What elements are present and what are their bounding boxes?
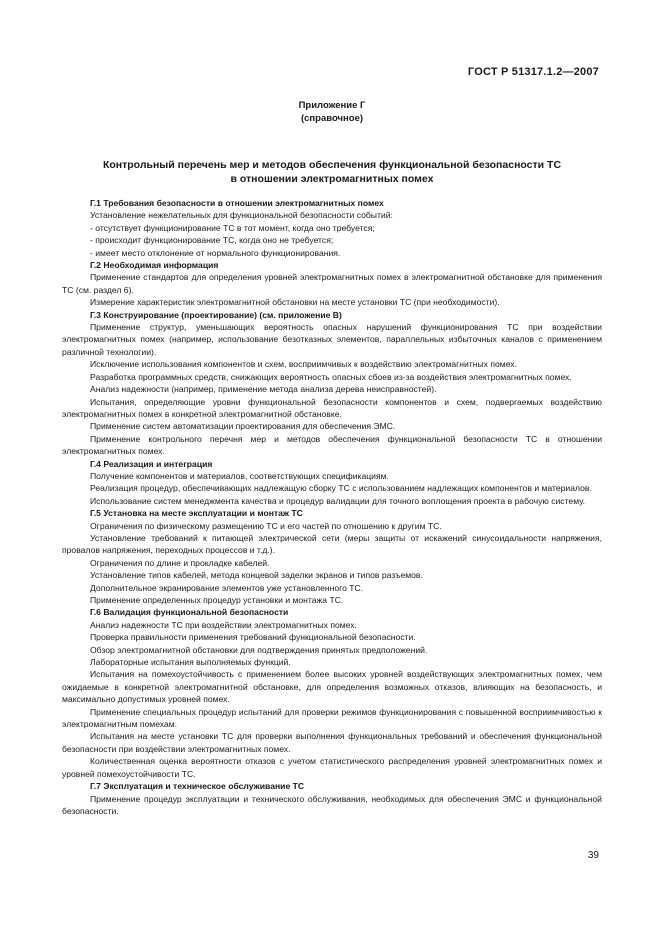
section-paragraph: Обзор электромагнитной обстановки для подтверждения принятых предположений. [90, 644, 428, 655]
section-paragraph: Применение специальных процедур испытаний для проверки режимов функционирования с повышенной восприимчивостью к электромагнитным помехам. [62, 706, 602, 730]
page-title [62, 158, 602, 186]
section-paragraph: - имеет место отклонение от нормального функционирования. [90, 247, 341, 258]
section-paragraph: Испытания на помехоустойчивость с применением более высоких уровней воздействующих электромагнитных помех, чем ожидаемые в конкретной электромагнитной обстановке, для определения возможных отказов, влияющих на безопасность, и максимально допустимых уровней помех. [62, 669, 602, 705]
section-paragraph: - происходит функционирование ТС, когда оно не требуется; [90, 235, 334, 246]
document-body [62, 197, 602, 817]
section-paragraph: Ограничения по физическому размещению ТС и его частей по отношению к другим ТС. [90, 520, 442, 531]
section-paragraph: Получение компонентов и материалов, соответствующих спецификациям. [90, 470, 389, 481]
section-paragraph: Дополнительное экранирование элементов уже установленного ТС. [90, 582, 364, 593]
section-paragraph: Проверка правильности применения требований функциональной безопасности. [90, 632, 416, 643]
section-paragraph: Ограничения по длине и прокладке кабелей. [90, 557, 270, 568]
section-paragraph: Применение определенных процедур установки и монтажа ТС. [90, 595, 344, 605]
section-paragraph: Установление типов кабелей, метода концевой заделки экранов и типов разъемов. [90, 570, 423, 581]
section-paragraph: Применение систем автоматизации проектирования для обеспечения ЭМС. [90, 421, 396, 432]
section-paragraph: Испытания на месте установки ТС для проверки выполнения функциональных требований и обеспечения функциональной безопасности при воздействии электромагнитных помех. [62, 731, 602, 754]
section-paragraph: Количественная оценка вероятности отказов с учетом статистического распределения уровней электромагнитных помех и уровней помехоустойчивости ТС. [62, 756, 602, 779]
section-heading: Г.7 Эксплуатация и техническое обслуживание ТС [90, 781, 305, 792]
section-paragraph: Применение стандартов для определения уровней электромагнитных помех в электромагнитной обстановке для применения ТС (см. раздел 6). [62, 272, 602, 295]
section-paragraph: Лабораторные испытания выполняемых функций. [90, 657, 291, 668]
section-paragraph: Измерение характеристик электромагнитной обстановки на месте установки ТС (при необходимости). [90, 297, 500, 308]
section-paragraph: Разработка программных средств, снижающих вероятность опасных сбоев из-за воздействия электромагнитных помех. [90, 371, 572, 382]
section-paragraph: Исключение использования компонентов и схем, восприимчивых к воздействию электромагнитных помех. [90, 359, 517, 370]
section-heading: Г.1 Требования безопасности в отношении электромагнитных помех [90, 198, 384, 208]
section-heading: Г.6 Валидация функциональной безопасности [90, 607, 289, 618]
title-line-2: в отношении электромагнитных помех [230, 173, 434, 185]
section-paragraph: Анализ надежности ТС при воздействии электромагнитных помех. [90, 619, 357, 630]
section-heading: Г.3 Конструирование (проектирование) (см. приложение В) [90, 309, 342, 320]
appendix-type: (справочное) [300, 113, 364, 124]
page-number: 39 [587, 850, 599, 861]
section-paragraph: - отсутствует функционирование ТС в тот момент, когда оно требуется; [90, 222, 375, 233]
section-paragraph: Использование систем менеджмента качества и процедур валидации для точного воплощения проекта в рабочую систему. [90, 495, 586, 506]
standard-code: ГОСТ Р 51317.1.2—2007 [467, 66, 599, 78]
section-paragraph: Применение контрольного перечня мер и методов обеспечения функциональной безопасности ТС в отношении электромагнитных помех. [62, 433, 602, 457]
section-paragraph: Анализ надежности (например, применение метода анализа дерева неисправностей). [90, 384, 437, 395]
appendix-heading [0, 99, 662, 125]
section-heading: Г.5 Установка на месте эксплуатации и монтаж ТС [90, 508, 303, 519]
section-paragraph: Испытания, определяющие уровни функциональной безопасности компонентов и схем, подвергаемых воздействию электромагнитных помех в конкретной электромагнитной обстановке. [62, 396, 602, 419]
section-paragraph: Установление требований к питающей электрической сети (меры защиты от искажений синусоидальности напряжения, провалов напряжения, переходных процессов и т.д.). [62, 532, 602, 556]
section-paragraph: Реализация процедур, обеспечивающих надлежащую сборку ТС с использованием надлежащих компонентов и материалов. [90, 483, 592, 494]
section-heading: Г.2 Необходимая информация [90, 260, 219, 271]
appendix-label: Приложение Г [298, 100, 366, 111]
section-heading: Г.4 Реализация и интеграция [90, 458, 213, 469]
section-paragraph: Установление нежелательных для функциональной безопасности событий: [90, 210, 393, 221]
section-paragraph: Применение структур, уменьшающих вероятность опасных нарушений функционирования ТС при воздействии электромагнитных помех (например, использование безотказных элементов, параллельных избыточных каналов с применением различной технологии). [62, 322, 602, 357]
title-line-1: Контрольный перечень мер и методов обеспечения функциональной безопасности ТС [102, 159, 562, 171]
section-paragraph: Применение процедур эксплуатации и технического обслуживания, необходимых для обеспечения ЭМС и функциональной безопасности. [62, 793, 602, 816]
